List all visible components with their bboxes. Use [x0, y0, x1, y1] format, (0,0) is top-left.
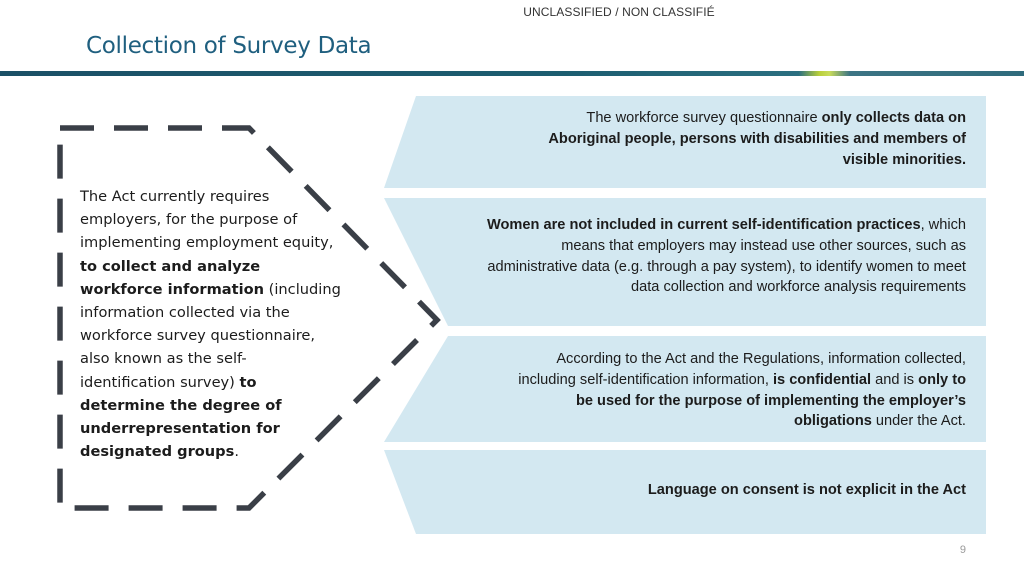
- callout-1-bold: only collects data on Aboriginal people, persons with disabilities and members of visible minorities.: [548, 110, 966, 168]
- callout-2: [486, 215, 966, 298]
- callout-4-bold: Language on consent is not explicit in the Act: [647, 482, 966, 498]
- callout-3-plain-3: under the Act.: [871, 413, 966, 430]
- left-emphasis-determine: to determine the degree of underrepresentation for designated groups: [80, 373, 282, 461]
- page-title: Collection of Survey Data: [86, 33, 372, 59]
- classification-label: UNCLASSIFIED / NON CLASSIFIÉ: [523, 5, 715, 19]
- callout-2-bold: Women are not included in current self-identification practices: [487, 217, 921, 233]
- left-middle: (including information collected via the workforce survey questionnaire, also known as the self-identification survey): [80, 280, 341, 391]
- left-end: .: [234, 443, 239, 461]
- callout-3-plain-1: According to the Act and the Regulations, information collected, including self-identification information,: [518, 351, 966, 388]
- title-rule: [0, 71, 1024, 76]
- callout-4: [546, 480, 966, 501]
- callout-3: [516, 349, 966, 432]
- left-panel-text: [80, 185, 342, 463]
- callout-2-plain: , which means that employers may instead use other sources, such as administrative data (e.g. through a pay system), to identify women to meet data collection and workforce analysis requirements: [487, 217, 966, 296]
- callout-3-bold-2: only to be used for the purpose of implementing the employer’s obligations: [575, 371, 966, 430]
- left-intro: The Act currently requires employers, for the purpose of implementing employment equity,: [80, 188, 334, 252]
- callout-3-plain-2: and is: [871, 371, 919, 388]
- callout-stack: [380, 96, 986, 538]
- callout-1: [536, 108, 966, 170]
- left-emphasis-collect: to collect and analyze workforce information: [80, 257, 265, 298]
- callout-3-bold-1: is confidential: [772, 371, 872, 388]
- page-number: 9: [959, 544, 966, 556]
- callout-1-plain: The workforce survey questionnaire: [586, 110, 822, 126]
